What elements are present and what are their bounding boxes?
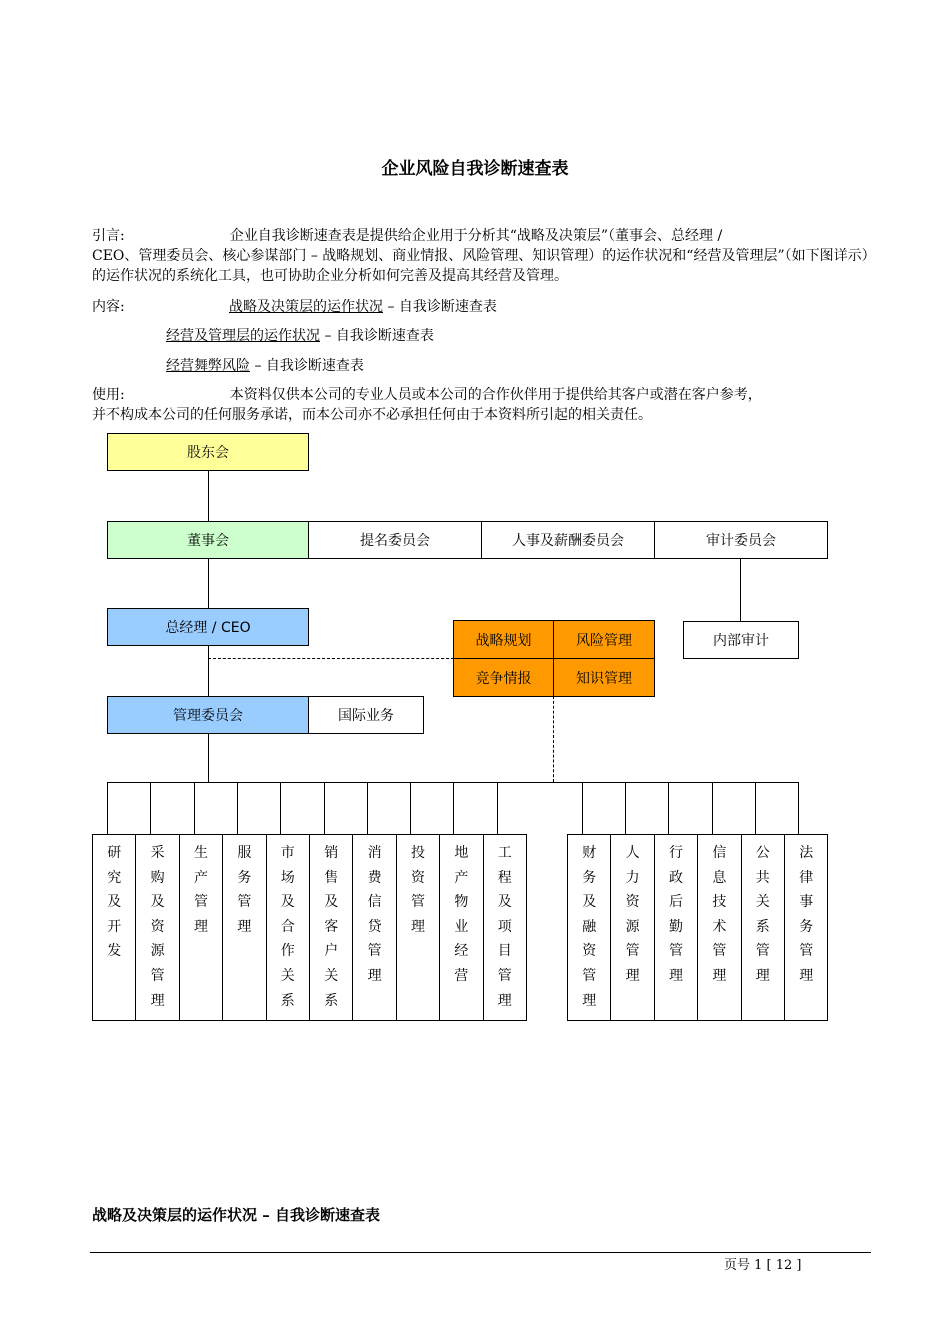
dashed-staff-units: [553, 696, 554, 782]
right-unit-5: 法 律 事 务 管 理: [784, 834, 828, 1021]
right-drop-line-0: [582, 782, 583, 834]
left-unit-0: 研 究 及 开 发: [92, 834, 136, 1021]
left-drop-line-0: [107, 782, 108, 834]
competitive-intelligence-box: 竞争情报: [453, 658, 554, 697]
left-unit-5: 销 售 及 客 户 关 系: [309, 834, 353, 1021]
footer-rule: [90, 1252, 871, 1253]
left-drop-line-1: [150, 782, 151, 834]
right-unit-3: 信 息 技 术 管 理: [697, 834, 741, 1021]
connector-mgmt-units: [208, 733, 209, 783]
right-drop-line-4: [755, 782, 756, 834]
left-unit-1: 采 购 及 资 源 管 理: [135, 834, 179, 1021]
left-unit-4: 市 场 及 合 作 关 系: [266, 834, 310, 1021]
left-unit-6: 消 费 信 贷 管 理: [352, 834, 396, 1021]
section-heading: 战略及决策层的运作状况 – 自我诊断速查表: [92, 1206, 380, 1224]
ceo-box: 总经理 / CEO: [107, 608, 309, 646]
usage-label: 使用:: [92, 387, 125, 403]
right-unit-1: 人 力 资 源 管 理: [610, 834, 654, 1021]
contents-item-fraud[interactable]: 经营舞弊风险 – 自我诊断速查表: [166, 358, 364, 374]
contents-item-operations[interactable]: 经营及管理层的运作状况 – 自我诊断速查表: [166, 328, 434, 344]
knowledge-management-box: 知识管理: [553, 658, 655, 697]
right-unit-0: 财 务 及 融 资 管 理: [567, 834, 611, 1021]
international-business-box: 国际业务: [308, 696, 424, 734]
left-unit-3: 服 务 管 理: [222, 834, 266, 1021]
intro-label: 引言:: [92, 228, 125, 244]
connector-audit-internal: [740, 558, 741, 622]
contents-link-fraud[interactable]: 经营舞弊风险: [166, 358, 250, 374]
board-box: 董事会: [107, 521, 309, 559]
left-drop-line-2: [194, 782, 195, 834]
right-unit-2: 行 政 后 勤 管 理: [654, 834, 698, 1021]
left-drop-line-8: [453, 782, 454, 834]
left-drop-line-9: [497, 782, 498, 834]
left-drop-line-3: [237, 782, 238, 834]
dashed-ceo-staff: [208, 658, 454, 659]
intro-section: [92, 226, 872, 286]
right-drop-line-1: [625, 782, 626, 834]
left-unit-2: 生 产 管 理: [179, 834, 223, 1021]
connector-ceo-mgmt: [208, 646, 209, 697]
strategy-planning-box: 战略规划: [453, 620, 554, 659]
right-drop-line-5: [798, 782, 799, 834]
audit-committee-box: 审计委员会: [654, 521, 828, 559]
left-unit-9: 工 程 及 项 目 管 理: [483, 834, 527, 1021]
page-number: 页号 1 [ 12 ]: [724, 1258, 802, 1273]
nomination-committee-box: 提名委员会: [308, 521, 482, 559]
shareholders-box: 股东会: [107, 433, 309, 471]
connector-shareholders-board: [208, 470, 209, 522]
connector-board-ceo: [208, 558, 209, 609]
contents-item-strategy[interactable]: 战略及决策层的运作状况 – 自我诊断速查表: [229, 299, 497, 315]
contents-link-strategy[interactable]: 战略及决策层的运作状况: [229, 299, 383, 315]
right-drop-line-2: [668, 782, 669, 834]
intro-text-line1: 企业自我诊断速查表是提供给企业用于分析其“战略及决策层”（董事会、总经理 /: [229, 228, 723, 244]
usage-text-line1: 本资料仅供本公司的专业人员或本公司的合作伙伴用于提供给其客户或潜在客户参考，: [229, 387, 762, 403]
internal-audit-box: 内部审计: [683, 621, 799, 659]
left-drop-line-5: [324, 782, 325, 834]
risk-management-box: 风险管理: [553, 620, 655, 659]
usage-section: [92, 385, 872, 425]
hr-compensation-committee-box: 人事及薪酬委员会: [481, 521, 655, 559]
right-unit-4: 公 共 关 系 管 理: [741, 834, 785, 1021]
contents-label: 内容:: [92, 299, 125, 315]
page-title: 企业风险自我诊断速查表: [381, 159, 569, 179]
left-unit-7: 投 资 管 理: [396, 834, 440, 1021]
left-drop-line-6: [367, 782, 368, 834]
left-drop-line-7: [410, 782, 411, 834]
management-committee-box: 管理委员会: [107, 696, 309, 734]
left-unit-8: 地 产 物 业 经 营: [439, 834, 483, 1021]
left-drop-line-4: [280, 782, 281, 834]
usage-text-rest: 并不构成本公司的任何服务承诺，而本公司亦不必承担任何由于本资料所引起的相关责任。: [92, 407, 652, 423]
intro-text-rest: CEO、管理委员会、核心参谋部门 – 战略规划、商业情报、风险管理、知识管理）的运作状况和“经营及管理层”（如下图详示）的运作状况的系统化工具，也可协助企业分析如何完善及提高其经营及管理。: [92, 248, 869, 284]
right-drop-line-3: [712, 782, 713, 834]
contents-link-operations[interactable]: 经营及管理层的运作状况: [166, 328, 320, 344]
